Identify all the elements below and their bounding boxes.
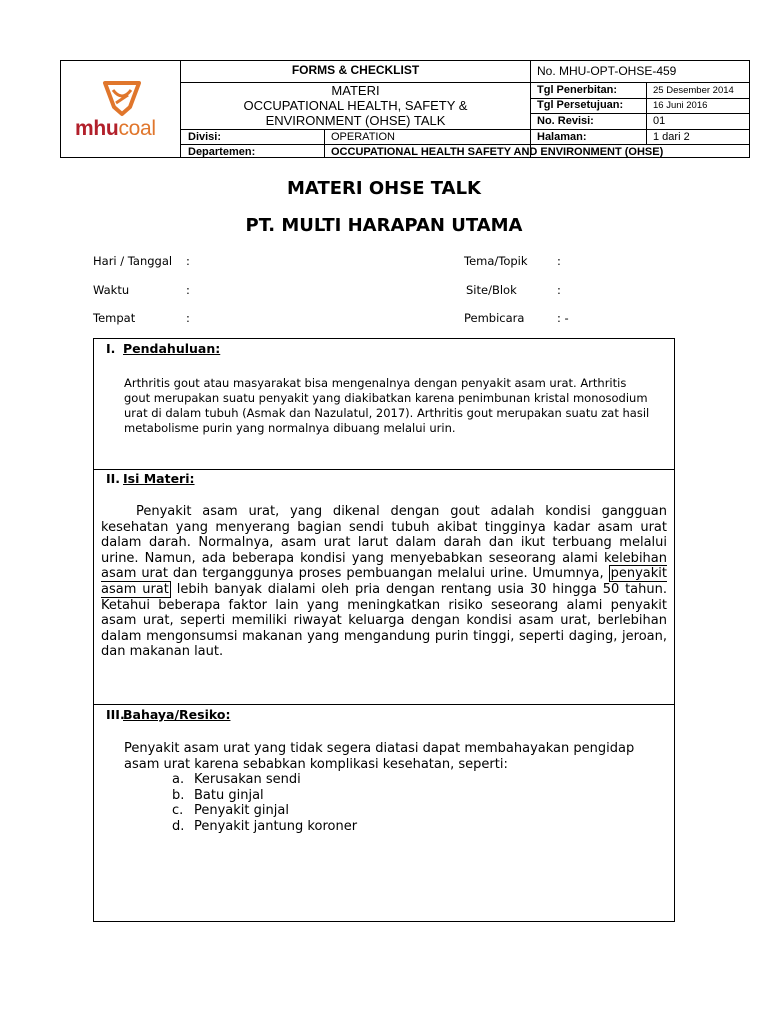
tempat-value: : <box>186 311 190 325</box>
section-heading: I. Pendahuluan: <box>106 341 221 356</box>
no-revisi-label: No. Revisi: <box>537 115 594 127</box>
hari-tanggal-value: : <box>186 254 190 268</box>
tgl-penerbitan-label: Tgl Penerbitan: <box>537 84 618 96</box>
mhucoal-logo <box>61 61 180 157</box>
list-item: a. Kerusakan sendi <box>172 772 301 787</box>
halaman-value: 1 dari 2 <box>653 131 690 143</box>
mhucoal-logo-mark <box>61 61 180 121</box>
site-blok-value: : <box>557 283 561 297</box>
tempat-label: Tempat <box>93 311 136 325</box>
tgl-persetujuan-label: Tgl Persetujuan: <box>537 99 624 111</box>
materi-title: MATERI OCCUPATIONAL HEALTH, SAFETY & ENVIRONMENT (OHSE) TALK <box>243 83 468 128</box>
company-title: PT. MULTI HARAPAN UTAMA <box>245 215 523 236</box>
forms-checklist-label: FORMS & CHECKLIST <box>291 63 420 77</box>
hari-tanggal-label: Hari / Tanggal <box>93 254 173 268</box>
tgl-penerbitan-value: 25 Desember 2014 <box>653 85 734 96</box>
section-bahaya-resiko <box>93 704 675 922</box>
bahaya-intro-text: Penyakit asam urat yang tidak segera diatasi dapat membahayakan pengidap asam urat karena sebabkan komplikasi kesehatan, seperti: <box>124 741 635 772</box>
departemen-value: OCCUPATIONAL HEALTH SAFETY AND ENVIRONMENT (OHSE) <box>331 146 664 158</box>
document-number: No. MHU-OPT-OHSE-459 <box>537 64 677 78</box>
tema-topik-value: : <box>557 254 561 268</box>
waktu-label: Waktu <box>93 283 130 297</box>
list-item: d. Penyakit jantung koroner <box>172 818 358 834</box>
komplikasi-list <box>172 772 357 834</box>
tgl-persetujuan-value: 16 Juni 2016 <box>653 100 708 111</box>
list-item: c. Penyakit ginjal <box>172 803 289 819</box>
section-heading: III.Bahaya/Resiko: <box>106 707 231 722</box>
site-blok-label: Site/Blok <box>466 283 517 297</box>
logo-wordmark: mhucoal <box>75 117 156 140</box>
document-header-table <box>60 60 750 158</box>
section-pendahuluan <box>93 338 675 470</box>
divisi-label: Divisi: <box>188 131 222 143</box>
isi-materi-text: Penyakit asam urat, yang dikenal dengan gout adalah kondisi gangguan kesehatan yang menyerang bagian sendi tubuh akibat tingginya kadar asam urat dalam darah. Normalnya, asam urat larut dalam darah dan ikut terbuang melalui urine. Namun, ada beberapa kondisi yang menyebabkan seseorang alami kelebihan asam urat dan terganggunya proses pembuangan melalui urine. Umumnya, penyakit asam urat lebih banyak dialami oleh pria dengan rentang usia 30 hingga 50 tahun. Ketahui beberapa faktor lain yang meningkatkan risiko seseorang alami penyakit asam urat, seperti memiliki riwayat keluarga dengan kondisi asam urat, berlebihan dalam mengonsumsi makanan yang mengandung purin tinggi, seperti daging, jeroan, dan makanan laut. <box>101 504 667 660</box>
divisi-value: OPERATION <box>331 131 395 143</box>
section-isi-materi <box>93 469 675 705</box>
list-item: b. Batu ginjal <box>172 787 264 803</box>
highlighted-term: penyakit asam urat <box>101 566 667 597</box>
halaman-label: Halaman: <box>537 131 587 143</box>
section-heading: II. Isi Materi: <box>106 471 195 486</box>
departemen-label: Departemen: <box>188 146 256 158</box>
no-revisi-value: 01 <box>653 115 666 127</box>
pembicara-label: Pembicara <box>464 311 525 325</box>
waktu-value: : <box>186 283 190 297</box>
pembicara-value: : - <box>557 311 569 325</box>
tema-topik-label: Tema/Topik <box>464 254 528 268</box>
pendahuluan-text: Arthritis gout atau masyarakat bisa mengenalnya dengan penyakit asam urat. Arthritis gout merupakan suatu penyakit yang diakibatkan karena penimbunan kristal monosodium urat di dalam tubuh (Asmak dan Nazulatul, 2017). Arthritis gout merupakan suatu zat hasil metabolisme purin yang normalnya dibuang melalui urin. <box>124 376 650 435</box>
page-title: MATERI OHSE TALK <box>287 178 481 199</box>
